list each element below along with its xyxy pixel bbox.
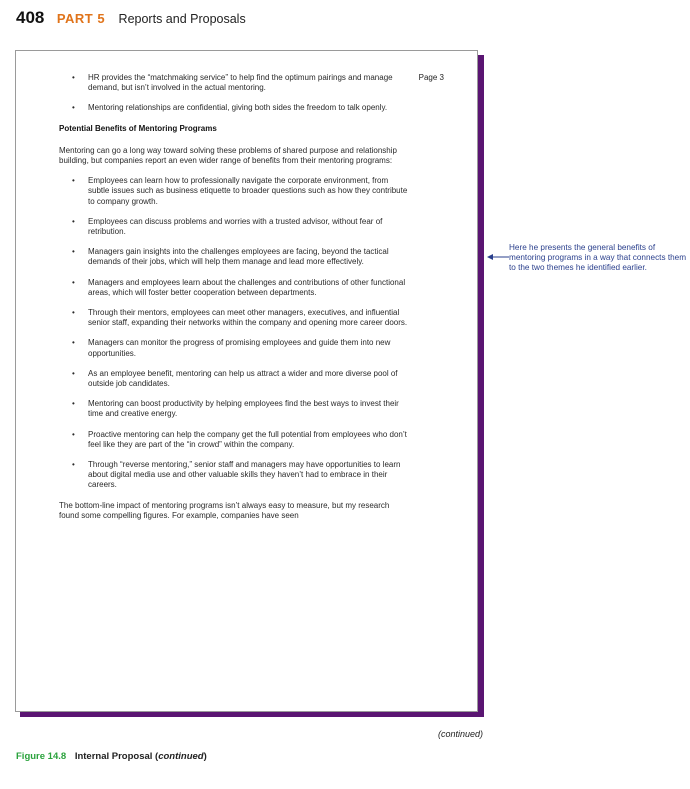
section-heading: Potential Benefits of Mentoring Programs [59,123,217,133]
benefits-list [59,176,409,490]
bullet-dot: • [72,368,75,378]
annotation-arrow-icon [487,253,509,261]
closing-paragraph: The bottom-line impact of mentoring programs isn’t always easy to measure, but my research found some compelling figures. For example, companies have seen [59,500,390,520]
list-item [59,217,409,237]
bullet-dot: • [72,216,75,226]
list-item-text: Employees can learn how to professionally navigate the corporate environment, from subtle issues such as business etiquette to broader questions such as how they contribute to company growth. [88,176,408,206]
list-item-text: Through their mentors, employees can meet other managers, executives, and influential senior staff, expanding their networks within the company and opening more career doors. [88,308,408,328]
list-item-text: Through “reverse mentoring,” senior staff and managers may have opportunities to learn about digital media use and other valuable skills they haven’t had to embrace in their careers. [88,460,401,490]
document-content [59,73,409,531]
part-title: Reports and Proposals [118,12,246,26]
figure-title-close: ) [203,751,207,762]
list-item-text: Managers can monitor the progress of promising employees and guide them into new opportunities. [88,338,391,358]
list-item [59,103,409,113]
list-item [59,460,409,491]
book-page-number: 408 [16,8,45,27]
bullet-dot: • [72,176,75,186]
bullet-dot: • [72,247,75,257]
bullet-dot: • [72,338,75,348]
part-label: PART 5 [56,11,106,26]
list-item [59,308,409,328]
margin-annotation: Here he presents the general benefits of mentoring programs in a way that connects them to the two themes he identified earlier. [509,243,687,272]
list-item [59,338,409,358]
bullet-dot: • [72,429,75,439]
document-page-label: Page 3 [418,73,444,82]
list-item-text: As an employee benefit, mentoring can help us attract a wider and more diverse pool of outside job candidates. [88,368,398,389]
bullet-dot: • [72,308,75,318]
figure-title-continued: continued [158,751,204,762]
list-item-text: Managers and employees learn about the challenges and contributions of other functional areas, which will foster better cooperation between departments. [88,277,406,297]
list-item-text: Mentoring can boost productivity by helping employees find the best ways to invest their time and creative energy. [88,399,399,419]
list-item [59,369,409,389]
bullet-dot: • [72,277,75,287]
figure-title-text: Internal Proposal ( [74,751,159,762]
list-item-text: Managers gain insights into the challenges employees are facing, beyond the tactical demands of their jobs, which will help them manage and lead more effectively. [88,247,389,267]
intro-paragraph: Mentoring can go a long way toward solving these problems of shared purpose and relationship building, but companies report an even wider range of benefits from their mentoring programs: [59,145,397,166]
list-item-text: HR provides the “matchmaking service” to help find the optimum pairings and manage demand, but isn’t involved in the actual mentoring. [88,73,393,93]
list-item [59,176,409,207]
figure-title [75,751,207,762]
list-item [59,73,409,93]
list-item-text: Proactive mentoring can help the company get the full potential from employees who don’t feel like they are part of the “in crowd” within the company. [88,429,407,449]
list-item [59,247,409,267]
list-item-text: Employees can discuss problems and worries with a trusted advisor, without fear of retribution. [88,216,383,237]
bullet-dot: • [72,399,75,409]
bullet-dot: • [72,73,75,82]
list-item-text: Mentoring relationships are confidential, giving both sides the freedom to talk openly. [88,103,388,113]
bullet-dot: • [72,103,75,113]
figure-label: Figure 14.8 [16,751,67,762]
figure-caption [16,751,207,762]
continued-note: (continued) [437,729,483,739]
list-item [59,430,409,450]
list-item [59,399,409,419]
bullet-dot: • [72,460,75,470]
list-item [59,278,409,298]
book-header [16,8,246,28]
